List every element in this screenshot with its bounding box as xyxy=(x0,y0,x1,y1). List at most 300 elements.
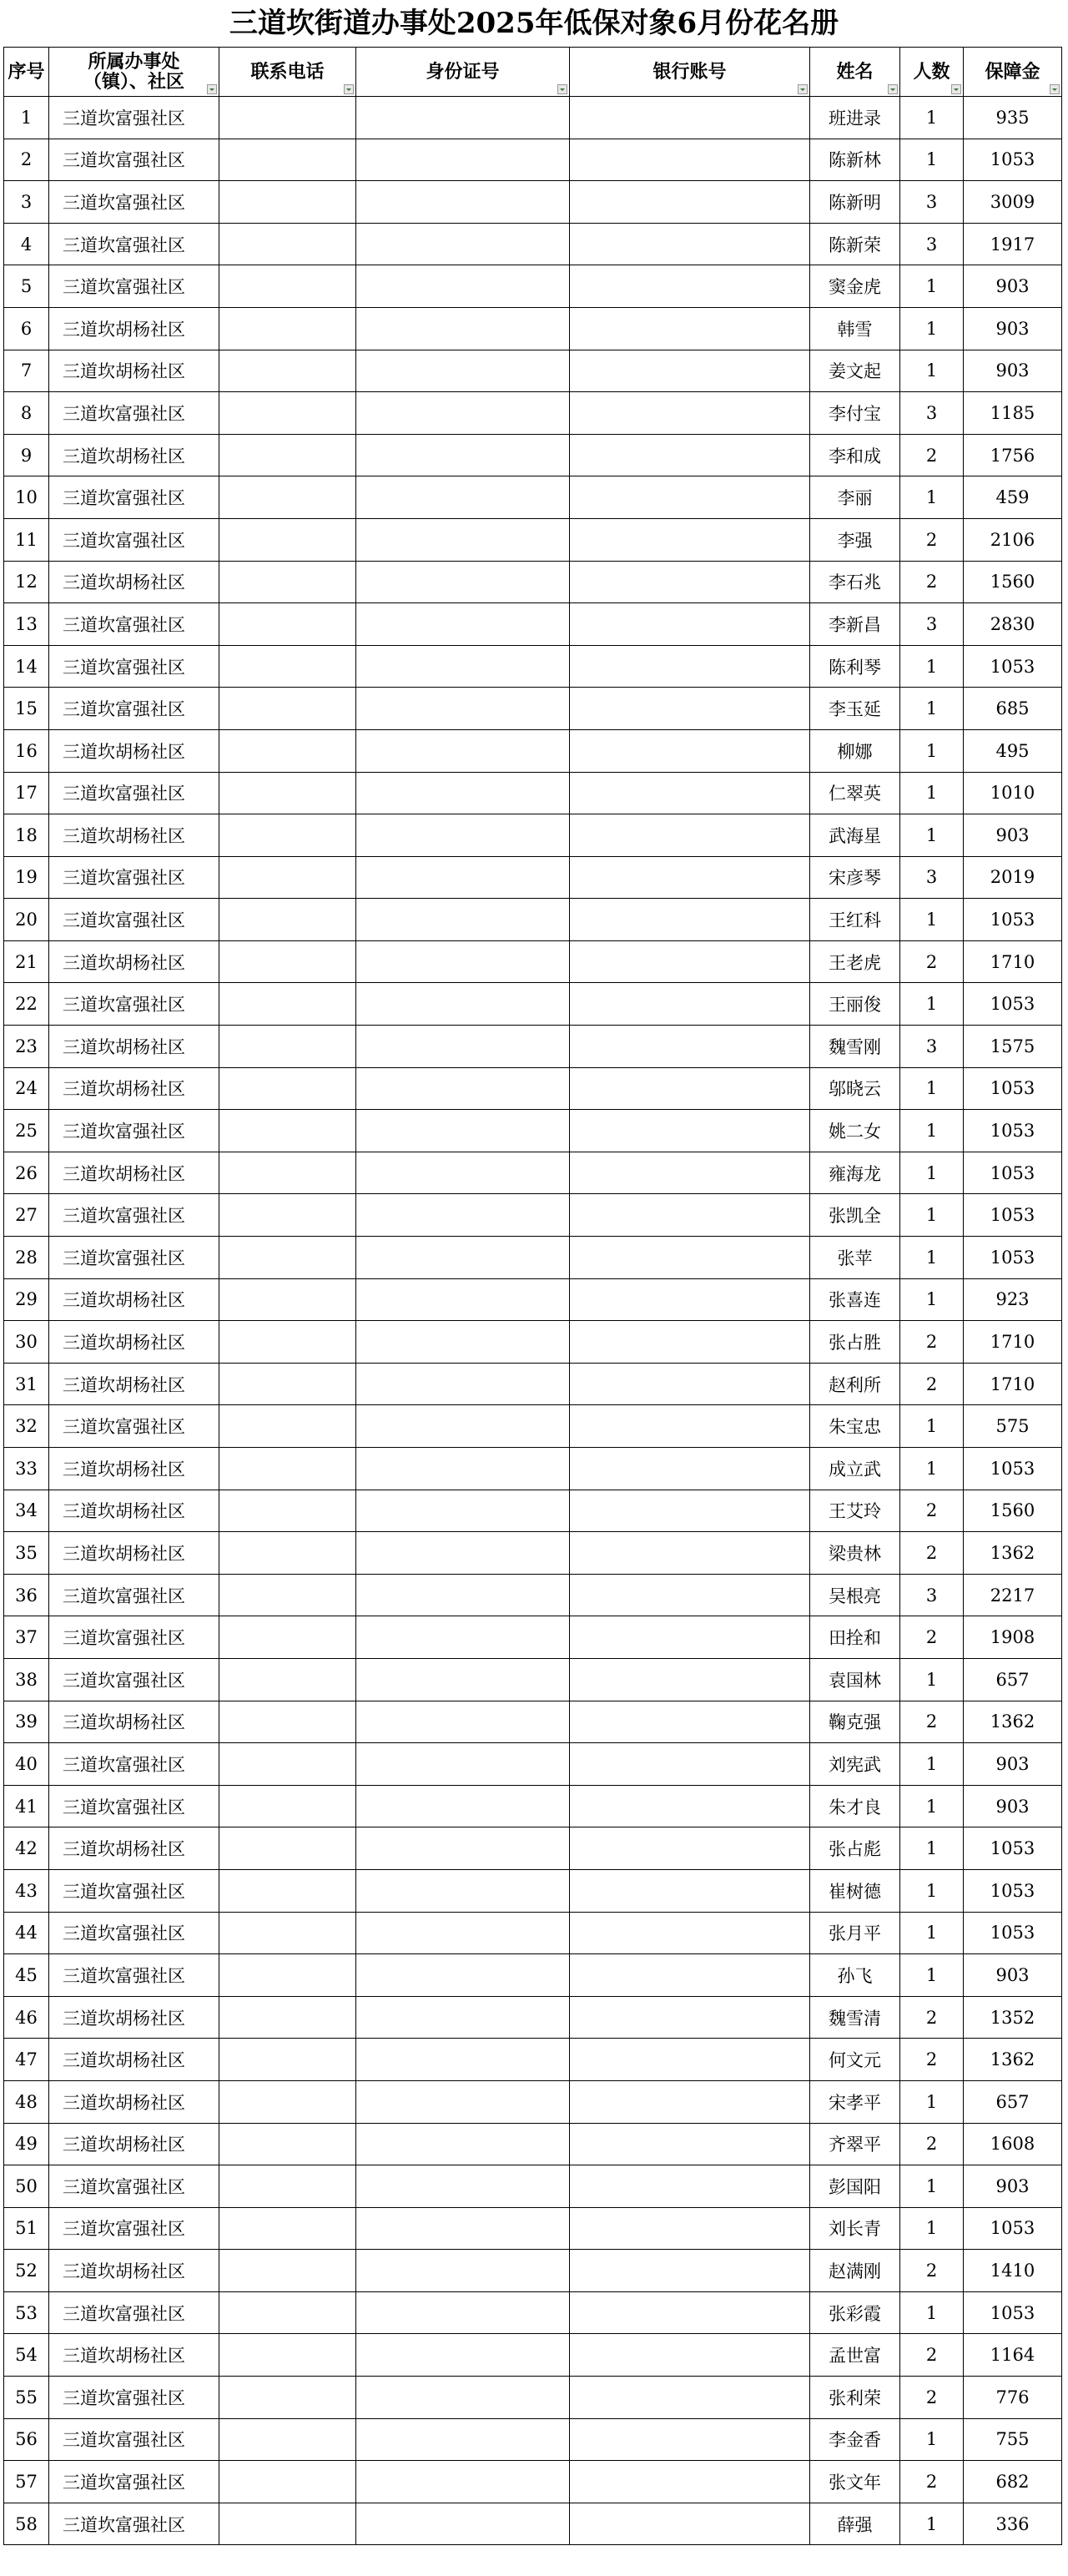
cell-phone xyxy=(219,2250,356,2292)
cell-benefit-amount: 1053 xyxy=(964,2207,1062,2250)
col-header-id-label: 身份证号 xyxy=(426,61,500,83)
cell-id-number xyxy=(356,434,570,476)
cell-benefit-amount: 1917 xyxy=(964,223,1062,265)
table-row xyxy=(4,1912,1062,1954)
col-header-seq xyxy=(4,48,49,97)
filter-dropdown-icon[interactable] xyxy=(1050,84,1060,94)
cell-id-number xyxy=(356,1827,570,1870)
cell-bank-account xyxy=(570,1405,810,1448)
cell-phone xyxy=(219,899,356,941)
cell-benefit-amount: 1053 xyxy=(964,1827,1062,1870)
table-row xyxy=(4,1574,1062,1616)
cell-phone xyxy=(219,2165,356,2208)
cell-seq: 30 xyxy=(4,1321,49,1364)
cell-household-count: 1 xyxy=(900,772,964,814)
cell-benefit-amount: 935 xyxy=(964,97,1062,139)
cell-id-number xyxy=(356,2207,570,2250)
cell-bank-account xyxy=(570,1701,810,1743)
cell-household-count: 2 xyxy=(900,2250,964,2292)
cell-phone xyxy=(219,1363,356,1405)
table-row xyxy=(4,1237,1062,1279)
cell-community: 三道坎富强社区 xyxy=(49,856,219,899)
cell-seq: 25 xyxy=(4,1110,49,1152)
cell-benefit-amount: 755 xyxy=(964,2418,1062,2461)
cell-name: 田拴和 xyxy=(810,1616,900,1659)
cell-seq: 2 xyxy=(4,139,49,181)
cell-name: 姜文起 xyxy=(810,350,900,392)
cell-id-number xyxy=(356,1363,570,1405)
cell-name: 张苹 xyxy=(810,1237,900,1279)
cell-bank-account xyxy=(570,2165,810,2208)
cell-household-count: 3 xyxy=(900,856,964,899)
cell-bank-account xyxy=(570,1743,810,1786)
cell-benefit-amount: 1908 xyxy=(964,1616,1062,1659)
cell-benefit-amount: 336 xyxy=(964,2503,1062,2545)
cell-bank-account xyxy=(570,1532,810,1575)
filter-dropdown-icon[interactable] xyxy=(798,84,808,94)
cell-seq: 10 xyxy=(4,476,49,519)
cell-community: 三道坎富强社区 xyxy=(49,139,219,181)
cell-name: 邬晓云 xyxy=(810,1067,900,1110)
cell-benefit-amount: 903 xyxy=(964,1954,1062,1997)
table-row xyxy=(4,2165,1062,2208)
cell-household-count: 2 xyxy=(900,1616,964,1659)
cell-name: 彭国阳 xyxy=(810,2165,900,2208)
cell-phone xyxy=(219,139,356,181)
cell-bank-account xyxy=(570,2503,810,2545)
cell-benefit-amount: 1710 xyxy=(964,1363,1062,1405)
table-row xyxy=(4,1869,1062,1912)
cell-community: 三道坎胡杨社区 xyxy=(49,1827,219,1870)
cell-id-number xyxy=(356,772,570,814)
cell-bank-account xyxy=(570,2250,810,2292)
cell-benefit-amount: 1053 xyxy=(964,1110,1062,1152)
cell-bank-account xyxy=(570,2080,810,2123)
cell-community: 三道坎富强社区 xyxy=(49,1110,219,1152)
cell-id-number xyxy=(356,1912,570,1954)
cell-name: 张占胜 xyxy=(810,1321,900,1364)
cell-community: 三道坎富强社区 xyxy=(49,1237,219,1279)
cell-seq: 41 xyxy=(4,1785,49,1827)
cell-seq: 8 xyxy=(4,392,49,435)
cell-community: 三道坎胡杨社区 xyxy=(49,1321,219,1364)
cell-id-number xyxy=(356,1152,570,1194)
cell-bank-account xyxy=(570,350,810,392)
cell-benefit-amount: 1053 xyxy=(964,139,1062,181)
cell-seq: 52 xyxy=(4,2250,49,2292)
cell-phone xyxy=(219,1278,356,1321)
cell-bank-account xyxy=(570,1067,810,1110)
cell-seq: 42 xyxy=(4,1827,49,1870)
col-header-bank-label: 银行账号 xyxy=(652,61,727,83)
cell-household-count: 3 xyxy=(900,392,964,435)
cell-benefit-amount: 682 xyxy=(964,2461,1062,2503)
cell-id-number xyxy=(356,350,570,392)
cell-bank-account xyxy=(570,856,810,899)
cell-community: 三道坎胡杨社区 xyxy=(49,729,219,772)
cell-community: 三道坎富强社区 xyxy=(49,2461,219,2503)
cell-id-number xyxy=(356,2418,570,2461)
filter-dropdown-icon[interactable] xyxy=(344,84,354,94)
table-row xyxy=(4,223,1062,265)
cell-phone xyxy=(219,1827,356,1870)
cell-phone xyxy=(219,2418,356,2461)
table-row xyxy=(4,265,1062,308)
cell-name: 王丽俊 xyxy=(810,983,900,1026)
cell-community: 三道坎胡杨社区 xyxy=(49,1278,219,1321)
cell-household-count: 1 xyxy=(900,983,964,1026)
cell-id-number xyxy=(356,1954,570,1997)
cell-household-count: 1 xyxy=(900,1743,964,1786)
cell-name: 武海星 xyxy=(810,814,900,857)
cell-household-count: 2 xyxy=(900,1363,964,1405)
cell-benefit-amount: 1053 xyxy=(964,899,1062,941)
cell-bank-account xyxy=(570,1827,810,1870)
cell-bank-account xyxy=(570,1448,810,1490)
cell-community: 三道坎胡杨社区 xyxy=(49,307,219,350)
cell-phone xyxy=(219,1026,356,1068)
cell-household-count: 1 xyxy=(900,476,964,519)
cell-community: 三道坎富强社区 xyxy=(49,1954,219,1997)
cell-id-number xyxy=(356,1067,570,1110)
table-row xyxy=(4,2207,1062,2250)
cell-bank-account xyxy=(570,518,810,561)
cell-id-number xyxy=(356,2503,570,2545)
cell-bank-account xyxy=(570,1616,810,1659)
cell-phone xyxy=(219,1194,356,1237)
cell-household-count: 2 xyxy=(900,2377,964,2419)
col-header-amount-label: 保障金 xyxy=(985,61,1040,83)
cell-seq: 20 xyxy=(4,899,49,941)
cell-bank-account xyxy=(570,645,810,688)
filter-dropdown-icon[interactable] xyxy=(557,84,567,94)
table-row xyxy=(4,1658,1062,1701)
cell-benefit-amount: 1053 xyxy=(964,2291,1062,2334)
cell-benefit-amount: 657 xyxy=(964,2080,1062,2123)
col-header-bank xyxy=(570,48,810,97)
table-row xyxy=(4,983,1062,1026)
cell-seq: 40 xyxy=(4,1743,49,1786)
cell-benefit-amount: 1756 xyxy=(964,434,1062,476)
cell-seq: 15 xyxy=(4,688,49,730)
table-row xyxy=(4,1701,1062,1743)
col-header-amount xyxy=(964,48,1062,97)
cell-community: 三道坎富强社区 xyxy=(49,2418,219,2461)
cell-phone xyxy=(219,2207,356,2250)
cell-phone xyxy=(219,1743,356,1786)
cell-benefit-amount: 1710 xyxy=(964,940,1062,983)
cell-bank-account xyxy=(570,223,810,265)
cell-community: 三道坎富强社区 xyxy=(49,1574,219,1616)
cell-benefit-amount: 1053 xyxy=(964,1237,1062,1279)
cell-seq: 50 xyxy=(4,2165,49,2208)
cell-seq: 37 xyxy=(4,1616,49,1659)
cell-name: 张利荣 xyxy=(810,2377,900,2419)
cell-id-number xyxy=(356,223,570,265)
table-row xyxy=(4,645,1062,688)
cell-name: 梁贵林 xyxy=(810,1532,900,1575)
table-row xyxy=(4,1405,1062,1448)
cell-household-count: 2 xyxy=(900,2039,964,2081)
cell-bank-account xyxy=(570,1363,810,1405)
cell-benefit-amount: 1053 xyxy=(964,645,1062,688)
cell-id-number xyxy=(356,1405,570,1448)
cell-id-number xyxy=(356,561,570,603)
cell-benefit-amount: 903 xyxy=(964,814,1062,857)
cell-name: 魏雪刚 xyxy=(810,1026,900,1068)
cell-seq: 58 xyxy=(4,2503,49,2545)
cell-community: 三道坎富强社区 xyxy=(49,223,219,265)
cell-id-number xyxy=(356,983,570,1026)
cell-bank-account xyxy=(570,1658,810,1701)
cell-household-count: 1 xyxy=(900,2080,964,2123)
cell-id-number xyxy=(356,1026,570,1068)
cell-community: 三道坎富强社区 xyxy=(49,2207,219,2250)
cell-bank-account xyxy=(570,181,810,224)
table-row xyxy=(4,392,1062,435)
cell-seq: 35 xyxy=(4,1532,49,1575)
cell-bank-account xyxy=(570,1026,810,1068)
cell-id-number xyxy=(356,688,570,730)
cell-seq: 11 xyxy=(4,518,49,561)
cell-bank-account xyxy=(570,561,810,603)
cell-bank-account xyxy=(570,434,810,476)
table-row xyxy=(4,476,1062,519)
cell-benefit-amount: 1362 xyxy=(964,1532,1062,1575)
cell-benefit-amount: 1053 xyxy=(964,1912,1062,1954)
cell-phone xyxy=(219,97,356,139)
filter-dropdown-icon[interactable] xyxy=(951,84,961,94)
cell-community: 三道坎胡杨社区 xyxy=(49,1067,219,1110)
cell-id-number xyxy=(356,603,570,646)
cell-seq: 55 xyxy=(4,2377,49,2419)
cell-bank-account xyxy=(570,1869,810,1912)
cell-seq: 29 xyxy=(4,1278,49,1321)
cell-phone xyxy=(219,181,356,224)
table-row xyxy=(4,603,1062,646)
cell-name: 王艾玲 xyxy=(810,1490,900,1532)
cell-community: 三道坎富强社区 xyxy=(49,97,219,139)
cell-benefit-amount: 903 xyxy=(964,1743,1062,1786)
cell-id-number xyxy=(356,2039,570,2081)
table-row xyxy=(4,1067,1062,1110)
cell-phone xyxy=(219,1110,356,1152)
cell-benefit-amount: 1053 xyxy=(964,1067,1062,1110)
cell-household-count: 2 xyxy=(900,1490,964,1532)
cell-household-count: 1 xyxy=(900,2207,964,2250)
cell-name: 宋孝平 xyxy=(810,2080,900,2123)
cell-household-count: 1 xyxy=(900,265,964,308)
cell-phone xyxy=(219,1152,356,1194)
table-row xyxy=(4,856,1062,899)
cell-seq: 56 xyxy=(4,2418,49,2461)
cell-household-count: 1 xyxy=(900,1237,964,1279)
cell-community: 三道坎富强社区 xyxy=(49,688,219,730)
table-row xyxy=(4,2461,1062,2503)
cell-id-number xyxy=(356,1701,570,1743)
cell-community: 三道坎富强社区 xyxy=(49,983,219,1026)
cell-community: 三道坎胡杨社区 xyxy=(49,1448,219,1490)
cell-phone xyxy=(219,223,356,265)
cell-name: 陈新明 xyxy=(810,181,900,224)
table-row xyxy=(4,1448,1062,1490)
col-header-id xyxy=(356,48,570,97)
table-row xyxy=(4,2503,1062,2545)
cell-id-number xyxy=(356,814,570,857)
cell-community: 三道坎胡杨社区 xyxy=(49,561,219,603)
filter-dropdown-icon[interactable] xyxy=(207,84,217,94)
cell-id-number xyxy=(356,1743,570,1786)
cell-bank-account xyxy=(570,139,810,181)
cell-phone xyxy=(219,2080,356,2123)
cell-phone xyxy=(219,1237,356,1279)
cell-benefit-amount: 575 xyxy=(964,1405,1062,1448)
cell-seq: 51 xyxy=(4,2207,49,2250)
table-row xyxy=(4,1490,1062,1532)
col-header-phone-label: 联系电话 xyxy=(250,61,325,83)
table-row xyxy=(4,181,1062,224)
cell-phone xyxy=(219,772,356,814)
cell-household-count: 3 xyxy=(900,181,964,224)
cell-community: 三道坎富强社区 xyxy=(49,899,219,941)
cell-bank-account xyxy=(570,2377,810,2419)
cell-seq: 13 xyxy=(4,603,49,646)
filter-dropdown-icon[interactable] xyxy=(888,84,898,94)
cell-id-number xyxy=(356,1237,570,1279)
cell-household-count: 2 xyxy=(900,1321,964,1364)
cell-benefit-amount: 903 xyxy=(964,265,1062,308)
cell-community: 三道坎胡杨社区 xyxy=(49,2123,219,2165)
cell-seq: 28 xyxy=(4,1237,49,1279)
cell-seq: 17 xyxy=(4,772,49,814)
cell-bank-account xyxy=(570,392,810,435)
cell-name: 陈新荣 xyxy=(810,223,900,265)
cell-phone xyxy=(219,688,356,730)
cell-name: 赵利所 xyxy=(810,1363,900,1405)
cell-name: 何文元 xyxy=(810,2039,900,2081)
cell-phone xyxy=(219,518,356,561)
cell-id-number xyxy=(356,1490,570,1532)
cell-name: 朱宝忠 xyxy=(810,1405,900,1448)
cell-benefit-amount: 1410 xyxy=(964,2250,1062,2292)
cell-id-number xyxy=(356,729,570,772)
cell-household-count: 1 xyxy=(900,1869,964,1912)
cell-community: 三道坎胡杨社区 xyxy=(49,1701,219,1743)
cell-household-count: 1 xyxy=(900,97,964,139)
table-row xyxy=(4,899,1062,941)
table-row xyxy=(4,1110,1062,1152)
cell-benefit-amount: 459 xyxy=(964,476,1062,519)
cell-community: 三道坎富强社区 xyxy=(49,1616,219,1659)
cell-bank-account xyxy=(570,899,810,941)
cell-phone xyxy=(219,1448,356,1490)
cell-benefit-amount: 3009 xyxy=(964,181,1062,224)
cell-community: 三道坎富强社区 xyxy=(49,1785,219,1827)
table-row xyxy=(4,1785,1062,1827)
cell-community: 三道坎富强社区 xyxy=(49,1912,219,1954)
table-row xyxy=(4,729,1062,772)
cell-benefit-amount: 1053 xyxy=(964,983,1062,1026)
header-row xyxy=(4,48,1062,97)
cell-id-number xyxy=(356,139,570,181)
cell-id-number xyxy=(356,2123,570,2165)
cell-phone xyxy=(219,2123,356,2165)
col-header-name xyxy=(810,48,900,97)
cell-name: 张彩霞 xyxy=(810,2291,900,2334)
cell-name: 孟世富 xyxy=(810,2334,900,2377)
cell-household-count: 2 xyxy=(900,2461,964,2503)
cell-seq: 19 xyxy=(4,856,49,899)
table-row xyxy=(4,518,1062,561)
cell-seq: 22 xyxy=(4,983,49,1026)
cell-community: 三道坎富强社区 xyxy=(49,2503,219,2545)
cell-phone xyxy=(219,350,356,392)
table-row xyxy=(4,940,1062,983)
cell-seq: 9 xyxy=(4,434,49,476)
cell-name: 王红科 xyxy=(810,899,900,941)
cell-name: 齐翠平 xyxy=(810,2123,900,2165)
table-row xyxy=(4,772,1062,814)
cell-bank-account xyxy=(570,1321,810,1364)
cell-community: 三道坎富强社区 xyxy=(49,603,219,646)
cell-benefit-amount: 1010 xyxy=(964,772,1062,814)
cell-id-number xyxy=(356,1869,570,1912)
cell-seq: 27 xyxy=(4,1194,49,1237)
cell-household-count: 1 xyxy=(900,139,964,181)
cell-seq: 36 xyxy=(4,1574,49,1616)
cell-phone xyxy=(219,1532,356,1575)
cell-phone xyxy=(219,2291,356,2334)
cell-name: 韩雪 xyxy=(810,307,900,350)
cell-benefit-amount: 1185 xyxy=(964,392,1062,435)
cell-household-count: 3 xyxy=(900,223,964,265)
cell-community: 三道坎富强社区 xyxy=(49,772,219,814)
roster-table xyxy=(3,47,1062,2545)
cell-bank-account xyxy=(570,1152,810,1194)
table-row xyxy=(4,2377,1062,2419)
cell-phone xyxy=(219,1067,356,1110)
cell-community: 三道坎胡杨社区 xyxy=(49,1490,219,1532)
cell-seq: 16 xyxy=(4,729,49,772)
cell-household-count: 1 xyxy=(900,1954,964,1997)
cell-name: 仁翠英 xyxy=(810,772,900,814)
cell-community: 三道坎胡杨社区 xyxy=(49,2334,219,2377)
cell-phone xyxy=(219,1869,356,1912)
cell-seq: 44 xyxy=(4,1912,49,1954)
cell-benefit-amount: 1608 xyxy=(964,2123,1062,2165)
cell-community: 三道坎胡杨社区 xyxy=(49,814,219,857)
cell-phone xyxy=(219,1954,356,1997)
cell-seq: 57 xyxy=(4,2461,49,2503)
cell-id-number xyxy=(356,1574,570,1616)
cell-seq: 3 xyxy=(4,181,49,224)
table-row xyxy=(4,1278,1062,1321)
table-row xyxy=(4,561,1062,603)
cell-bank-account xyxy=(570,265,810,308)
cell-community: 三道坎富强社区 xyxy=(49,1194,219,1237)
cell-community: 三道坎富强社区 xyxy=(49,1869,219,1912)
cell-household-count: 1 xyxy=(900,1278,964,1321)
cell-bank-account xyxy=(570,2207,810,2250)
table-row xyxy=(4,434,1062,476)
cell-household-count: 1 xyxy=(900,1067,964,1110)
cell-benefit-amount: 1352 xyxy=(964,1996,1062,2039)
cell-phone xyxy=(219,2039,356,2081)
cell-seq: 49 xyxy=(4,2123,49,2165)
cell-community: 三道坎富强社区 xyxy=(49,2165,219,2208)
cell-bank-account xyxy=(570,2334,810,2377)
cell-name: 陈利琴 xyxy=(810,645,900,688)
